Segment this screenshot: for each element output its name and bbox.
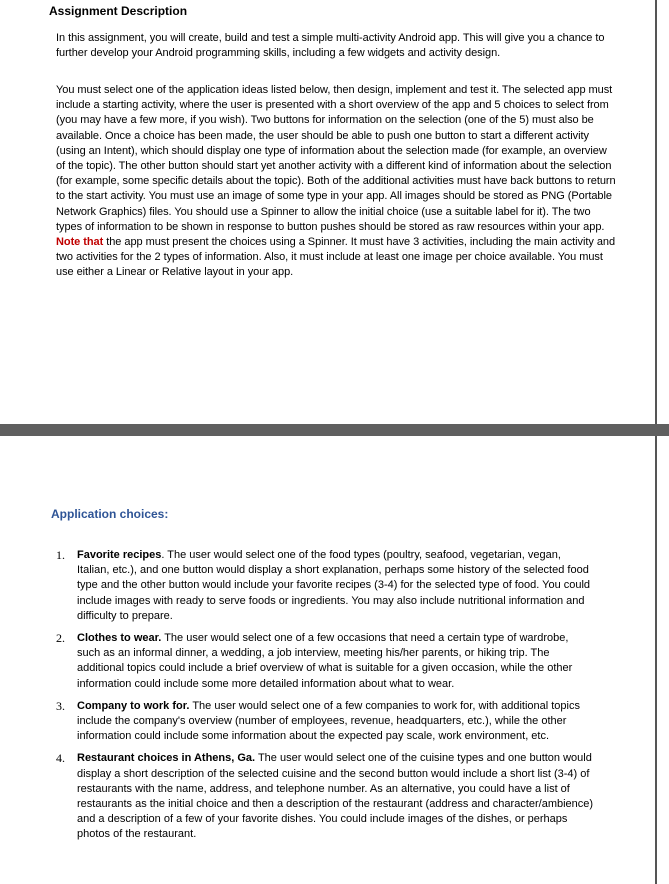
- intro-paragraph: In this assignment, you will create, build and test a simple multi-activity Android app. This will give you a chance to further develop your Android programming skills, including a few widgets and activity design.: [56, 32, 605, 60]
- document-page-2: [0, 436, 657, 884]
- choice-text: . The user would select one of the food types (poultry, seafood, vegetarian, vegan, Italian, etc.), and one button would display a short explanation, perhaps some history of the selected food type and the other button would include your favorite recipes (3-4) for the selected type of food. You could include images with ready to serve foods or ingredients. You may also include nutritional information and difficulty to prepare.: [77, 549, 591, 622]
- choice-item-recipes: [56, 548, 594, 624]
- list-number: 2.: [56, 631, 65, 646]
- choice-item-restaurant: [56, 751, 594, 842]
- choice-text: The user would select one of a few occasions that need a certain type of wardrobe, such as an informal dinner, a wedding, a job interview, meeting his/her parents, or hiking trip. The additional topics could include a brief overview of what is suitable for a given occasion, while the other information could include some more detailed information about what to wear.: [77, 632, 573, 690]
- page-separator: [0, 424, 669, 436]
- choice-text: The user would select one of a few companies to work for, with additional topics include the company's overview (number of employees, revenue, headquarters, etc.), while the other information could include some information about the expected pay scale, work environment, etc.: [77, 699, 580, 743]
- note-label: Note that: [56, 236, 104, 249]
- document-page-1: [0, 0, 657, 424]
- list-number: 4.: [56, 751, 65, 766]
- list-number: 3.: [56, 698, 65, 713]
- choice-title: Favorite recipes: [77, 549, 162, 561]
- note-text: the app must present the choices using a Spinner. It must have 3 activities, including the main activity and two activities for the 2 types of information. Also, it must include at least one image per choice available. You must use either a Linear or Relative layout in your app.: [56, 236, 616, 279]
- choice-item-clothes: [56, 631, 594, 692]
- application-choices-heading: Application choices:: [51, 507, 169, 521]
- choice-title: Company to work for.: [77, 699, 190, 712]
- assignment-description-heading: Assignment Description: [49, 4, 188, 18]
- list-number: 1.: [56, 548, 65, 562]
- choice-title: Clothes to wear.: [77, 632, 162, 645]
- choice-item-company: [56, 699, 594, 745]
- choice-title: Restaurant choices in Athens, Ga.: [77, 752, 256, 765]
- requirements-paragraph: [56, 83, 616, 281]
- choice-text: The user would select one of the cuisine types and one button would display a short description of the selected cuisine and the second button would include a short list (3-4) of restaurants with the name, address, and telephone number. As an alternative, you could have a list of restaurants as the initial choice and then a description of the restaurant (address and character/ambience) and a description of a few of your favorite dishes. You could include images of the dishes, or perhaps photos of the restaurant.: [77, 752, 594, 841]
- choices-list: [56, 548, 594, 850]
- requirements-text: You must select one of the application ideas listed below, then design, implement and test it. The selected app must include a starting activity, where the user is presented with a short overview of the app and 5 choices to select from (you may have a few more, if you wish). Two buttons for information on the selection (one of the 5) must also be available. Once a choice has been made, the user should be able to push one button to start a different activity (using an Intent), which should display one type of information about the selection made (for example, an overview of the topic). The other button should start yet another activity with a different kind of information about the selection (for example, some specific details about the topic). Both of the additional activities must have back buttons to return to the start activity. You must use an image of some type in your app. All images should be stored as PNG (Portable Network Graphics) files. You should use a Spinner to allow the initial choice (use a suitable label for it). The two types of information to be shown in response to button pushes should be stored as raw resources within your app.: [56, 84, 616, 233]
